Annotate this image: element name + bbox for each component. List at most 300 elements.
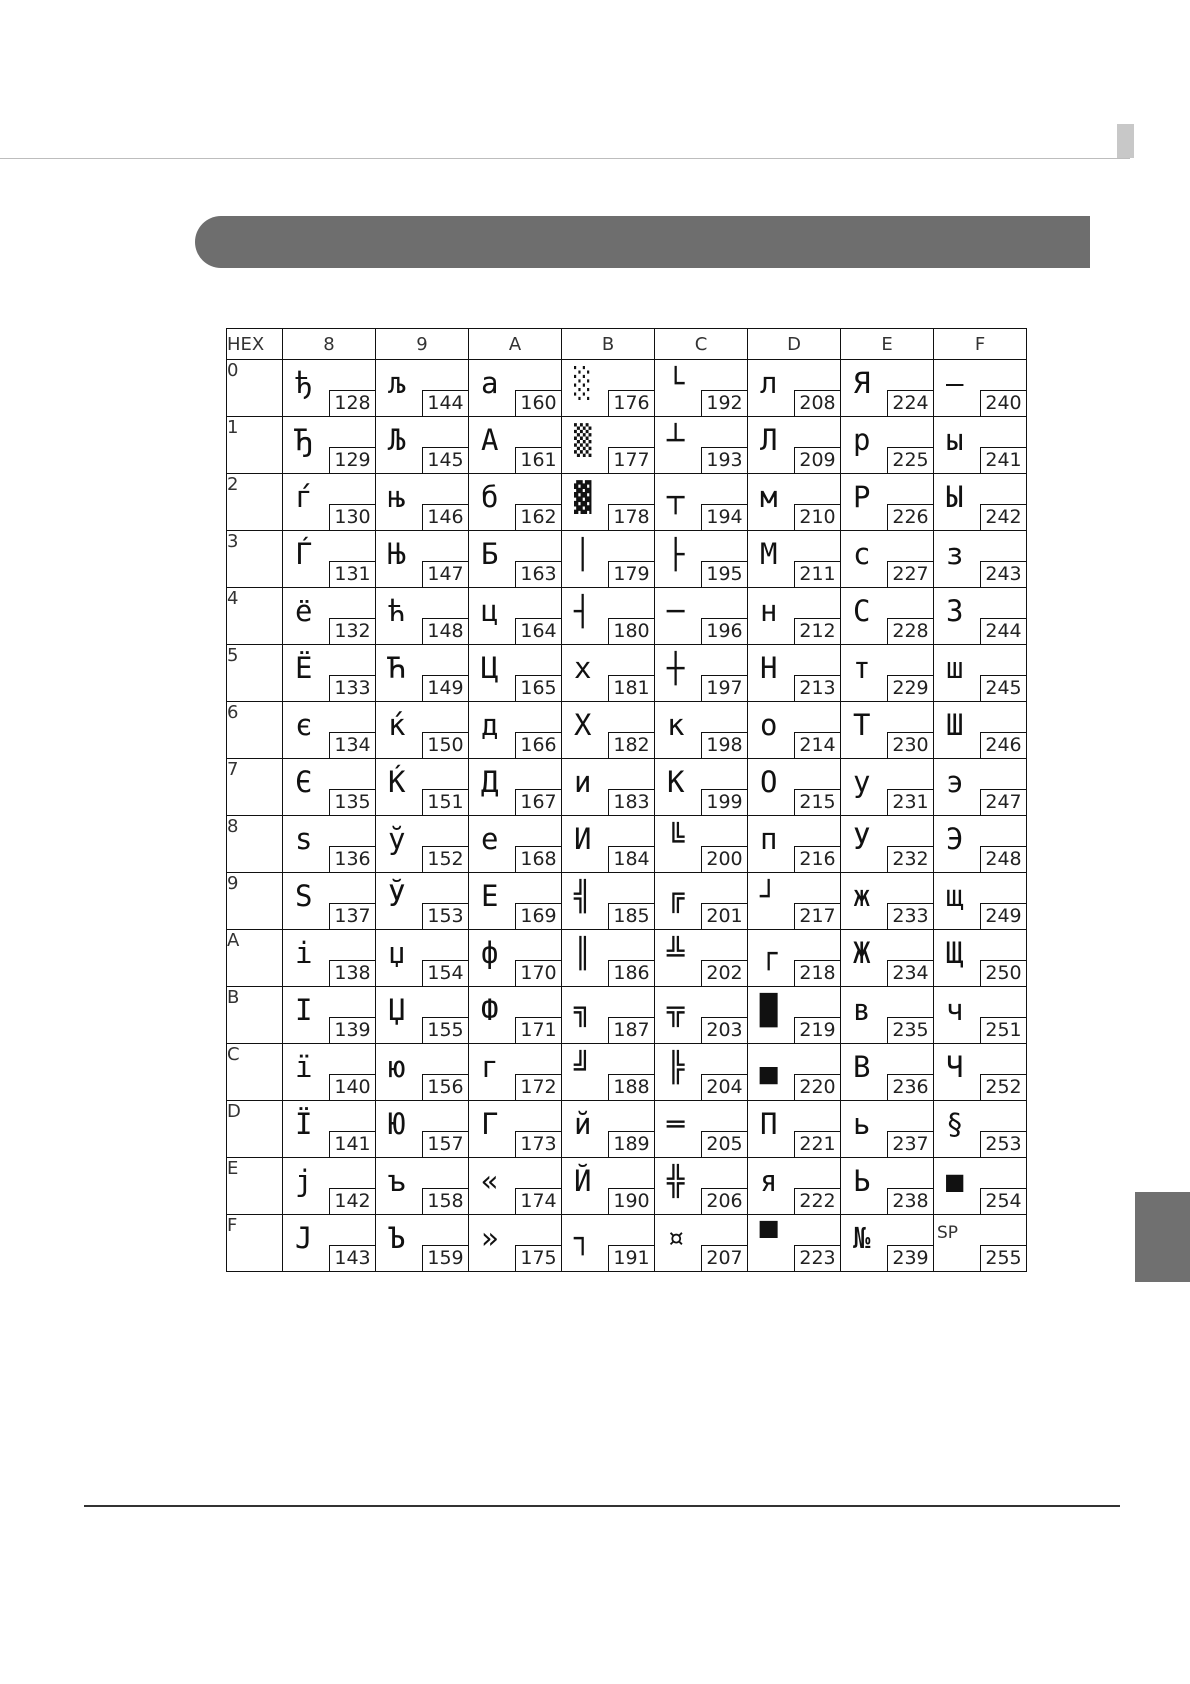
decimal-code-box: 186 <box>608 960 654 986</box>
char-cell <box>376 1158 469 1215</box>
char-glyph: У <box>853 822 871 856</box>
char-cell <box>283 930 376 987</box>
char-cell <box>376 588 469 645</box>
char-glyph: ж <box>853 879 871 913</box>
table-row <box>227 1215 1027 1272</box>
char-glyph: « <box>481 1164 499 1198</box>
char-cell <box>841 1215 934 1272</box>
char-cell <box>934 930 1027 987</box>
char-cell <box>748 360 841 417</box>
char-glyph: о <box>760 708 778 742</box>
row-header: 5 <box>227 645 283 702</box>
decimal-code-box: 183 <box>608 789 654 815</box>
char-glyph: Ц <box>481 651 499 685</box>
char-cell <box>376 645 469 702</box>
char-glyph: ╬ <box>667 1164 685 1198</box>
decimal-code-box: 135 <box>329 789 375 815</box>
char-cell <box>376 474 469 531</box>
decimal-code-box: 171 <box>515 1017 561 1043</box>
table-row <box>227 474 1027 531</box>
decimal-code-box: 218 <box>794 960 840 986</box>
char-cell <box>283 1158 376 1215</box>
row-header: 1 <box>227 417 283 474</box>
decimal-code-box: 255 <box>980 1245 1026 1271</box>
decimal-code-box: 150 <box>422 732 468 758</box>
char-cell <box>748 987 841 1044</box>
char-glyph: Ъ <box>388 1221 406 1255</box>
char-glyph: з <box>946 537 964 571</box>
decimal-code-box: 230 <box>887 732 933 758</box>
row-header: A <box>227 930 283 987</box>
decimal-code-box: 245 <box>980 675 1026 701</box>
char-glyph: Б <box>481 537 499 571</box>
char-glyph: ═ <box>667 1107 685 1141</box>
char-glyph: џ <box>388 936 406 970</box>
decimal-code-box: 176 <box>608 390 654 416</box>
char-glyph: Ш <box>946 708 964 742</box>
char-cell <box>748 1044 841 1101</box>
char-cell <box>934 588 1027 645</box>
decimal-code-box: 252 <box>980 1074 1026 1100</box>
char-glyph: █ <box>760 993 778 1027</box>
char-cell <box>562 417 655 474</box>
decimal-code-box: 213 <box>794 675 840 701</box>
char-glyph: ╩ <box>667 936 685 970</box>
char-cell <box>934 1101 1027 1158</box>
decimal-code-box: 220 <box>794 1074 840 1100</box>
char-cell <box>748 1158 841 1215</box>
decimal-code-box: 253 <box>980 1131 1026 1157</box>
char-glyph: Х <box>574 708 592 742</box>
decimal-code-box: 206 <box>701 1188 747 1214</box>
row-header: 9 <box>227 873 283 930</box>
char-cell <box>841 873 934 930</box>
char-cell <box>748 873 841 930</box>
char-cell <box>655 417 748 474</box>
row-header: F <box>227 1215 283 1272</box>
char-cell <box>655 474 748 531</box>
char-glyph: ─ <box>667 594 685 628</box>
decimal-code-box: 145 <box>422 447 468 473</box>
char-glyph: Э <box>946 822 964 856</box>
decimal-code-box: 149 <box>422 675 468 701</box>
decimal-code-box: 175 <box>515 1245 561 1271</box>
table-row <box>227 930 1027 987</box>
char-glyph: д <box>481 708 499 742</box>
char-glyph: ▓ <box>574 480 592 514</box>
char-cell <box>469 1215 562 1272</box>
char-glyph: ▄ <box>760 1050 778 1084</box>
char-glyph: ш <box>946 651 964 685</box>
char-cell <box>562 987 655 1044</box>
decimal-code-box: 190 <box>608 1188 654 1214</box>
char-glyph: – <box>946 366 964 400</box>
char-cell <box>841 930 934 987</box>
char-cell <box>655 588 748 645</box>
char-cell <box>748 588 841 645</box>
char-cell <box>841 417 934 474</box>
decimal-code-box: 139 <box>329 1017 375 1043</box>
row-header: 8 <box>227 816 283 873</box>
char-cell <box>748 531 841 588</box>
char-cell <box>562 1158 655 1215</box>
char-cell <box>934 1044 1027 1101</box>
char-glyph: л <box>760 366 778 400</box>
decimal-code-box: 189 <box>608 1131 654 1157</box>
decimal-code-box: 228 <box>887 618 933 644</box>
char-glyph: М <box>760 537 778 571</box>
char-glyph: а <box>481 366 499 400</box>
table-row <box>227 987 1027 1044</box>
decimal-code-box: 199 <box>701 789 747 815</box>
char-glyph: ┼ <box>667 651 685 685</box>
decimal-code-box: 235 <box>887 1017 933 1043</box>
decimal-code-box: 191 <box>608 1245 654 1271</box>
decimal-code-box: 242 <box>980 504 1026 530</box>
decimal-code-box: 221 <box>794 1131 840 1157</box>
char-glyph: к <box>667 708 685 742</box>
decimal-code-box: 161 <box>515 447 561 473</box>
char-glyph: » <box>481 1221 499 1255</box>
char-cell <box>562 1101 655 1158</box>
decimal-code-box: 172 <box>515 1074 561 1100</box>
char-cell <box>469 759 562 816</box>
decimal-code-box: 192 <box>701 390 747 416</box>
char-glyph: ■ <box>946 1164 964 1198</box>
decimal-code-box: 222 <box>794 1188 840 1214</box>
decimal-code-box: 207 <box>701 1245 747 1271</box>
char-cell <box>469 873 562 930</box>
char-cell <box>748 474 841 531</box>
char-cell <box>283 531 376 588</box>
decimal-code-box: 168 <box>515 846 561 872</box>
char-glyph: § <box>946 1107 964 1141</box>
char-cell <box>562 645 655 702</box>
decimal-code-box: 151 <box>422 789 468 815</box>
decimal-code-box: 180 <box>608 618 654 644</box>
char-cell <box>748 417 841 474</box>
char-cell <box>469 702 562 759</box>
char-cell <box>469 1158 562 1215</box>
char-cell <box>655 759 748 816</box>
decimal-code-box: 152 <box>422 846 468 872</box>
table-row <box>227 816 1027 873</box>
char-glyph: С <box>853 594 871 628</box>
decimal-code-box: 169 <box>515 903 561 929</box>
char-cell <box>562 702 655 759</box>
decimal-code-box: 211 <box>794 561 840 587</box>
char-glyph: ё <box>295 594 313 628</box>
char-glyph: Й <box>574 1164 592 1198</box>
char-cell <box>469 1101 562 1158</box>
char-cell <box>283 987 376 1044</box>
char-cell <box>376 987 469 1044</box>
char-glyph: О <box>760 765 778 799</box>
char-glyph: Ј <box>295 1221 313 1255</box>
row-header: C <box>227 1044 283 1101</box>
char-cell <box>841 645 934 702</box>
char-cell <box>748 1215 841 1272</box>
decimal-code-box: 250 <box>980 960 1026 986</box>
decimal-code-box: 209 <box>794 447 840 473</box>
char-cell <box>934 417 1027 474</box>
column-header: C <box>655 329 748 360</box>
decimal-code-box: 198 <box>701 732 747 758</box>
hex-corner-label: HEX <box>227 329 283 360</box>
row-header: 2 <box>227 474 283 531</box>
decimal-code-box: 196 <box>701 618 747 644</box>
char-cell <box>376 360 469 417</box>
char-cell <box>376 531 469 588</box>
footer-rule <box>84 1505 1120 1507</box>
decimal-code-box: 249 <box>980 903 1026 929</box>
decimal-code-box: 247 <box>980 789 1026 815</box>
decimal-code-box: 233 <box>887 903 933 929</box>
decimal-code-box: 254 <box>980 1188 1026 1214</box>
decimal-code-box: 195 <box>701 561 747 587</box>
char-glyph: м <box>760 480 778 514</box>
char-glyph: ┤ <box>574 594 592 628</box>
char-cell <box>562 474 655 531</box>
char-cell <box>562 873 655 930</box>
char-glyph: ▒ <box>574 423 592 457</box>
row-header: 6 <box>227 702 283 759</box>
char-glyph: ќ <box>388 708 406 742</box>
decimal-code-box: 188 <box>608 1074 654 1100</box>
decimal-code-box: 173 <box>515 1131 561 1157</box>
char-cell <box>748 759 841 816</box>
char-cell <box>562 531 655 588</box>
decimal-code-box: 248 <box>980 846 1026 872</box>
char-cell <box>841 1158 934 1215</box>
char-glyph: щ <box>946 879 964 913</box>
decimal-code-box: 219 <box>794 1017 840 1043</box>
char-cell <box>376 759 469 816</box>
char-glyph: Ѕ <box>295 879 313 913</box>
decimal-code-box: 160 <box>515 390 561 416</box>
decimal-code-box: 197 <box>701 675 747 701</box>
char-glyph: Ю <box>388 1107 406 1141</box>
char-cell <box>469 360 562 417</box>
decimal-code-box: 215 <box>794 789 840 815</box>
char-glyph: ├ <box>667 537 685 571</box>
table-row <box>227 1044 1027 1101</box>
char-glyph: т <box>853 651 871 685</box>
char-cell <box>283 474 376 531</box>
char-glyph: і <box>295 936 313 970</box>
column-header: 9 <box>376 329 469 360</box>
decimal-code-box: 187 <box>608 1017 654 1043</box>
char-cell <box>283 1101 376 1158</box>
char-glyph: п <box>760 822 778 856</box>
decimal-code-box: 157 <box>422 1131 468 1157</box>
char-cell <box>283 645 376 702</box>
decimal-code-box: 174 <box>515 1188 561 1214</box>
decimal-code-box: 133 <box>329 675 375 701</box>
table-row <box>227 360 1027 417</box>
char-glyph: │ <box>574 537 592 571</box>
decimal-code-box: 225 <box>887 447 933 473</box>
char-cell <box>655 531 748 588</box>
decimal-code-box: 181 <box>608 675 654 701</box>
decimal-code-box: 140 <box>329 1074 375 1100</box>
char-cell <box>283 1044 376 1101</box>
char-cell <box>283 417 376 474</box>
decimal-code-box: 163 <box>515 561 561 587</box>
char-glyph: я <box>760 1164 778 1198</box>
char-cell <box>655 930 748 987</box>
table-row <box>227 873 1027 930</box>
decimal-code-box: 155 <box>422 1017 468 1043</box>
char-glyph: ф <box>481 936 499 970</box>
char-cell <box>655 1158 748 1215</box>
decimal-code-box: 185 <box>608 903 654 929</box>
char-glyph: и <box>574 765 592 799</box>
char-glyph: К <box>667 765 685 799</box>
char-glyph: ¤ <box>667 1221 685 1255</box>
char-cell <box>376 417 469 474</box>
char-cell <box>655 987 748 1044</box>
char-glyph: └ <box>667 366 685 400</box>
char-glyph: Ћ <box>388 651 406 685</box>
decimal-code-box: 237 <box>887 1131 933 1157</box>
char-glyph: Д <box>481 765 499 799</box>
char-cell <box>469 930 562 987</box>
decimal-code-box: 148 <box>422 618 468 644</box>
char-cell <box>934 987 1027 1044</box>
char-glyph: № <box>853 1221 871 1255</box>
char-cell <box>841 360 934 417</box>
char-cell <box>283 816 376 873</box>
char-cell <box>655 1044 748 1101</box>
char-cell <box>376 1101 469 1158</box>
header-rule <box>0 158 1130 159</box>
char-cell <box>376 1044 469 1101</box>
table-row <box>227 702 1027 759</box>
row-header: 0 <box>227 360 283 417</box>
char-glyph: Ы <box>946 480 964 514</box>
decimal-code-box: 223 <box>794 1245 840 1271</box>
decimal-code-box: 182 <box>608 732 654 758</box>
char-glyph: ┘ <box>760 879 778 913</box>
char-cell <box>655 702 748 759</box>
char-cell <box>841 987 934 1044</box>
decimal-code-box: 142 <box>329 1188 375 1214</box>
chapter-side-tab <box>1135 1192 1190 1282</box>
char-glyph: І <box>295 993 313 1027</box>
char-cell <box>283 588 376 645</box>
char-glyph: ╝ <box>574 1050 592 1084</box>
decimal-code-box: 231 <box>887 789 933 815</box>
char-glyph: ъ <box>388 1164 406 1198</box>
decimal-code-box: 130 <box>329 504 375 530</box>
char-glyph: ╗ <box>574 993 592 1027</box>
char-cell <box>655 1101 748 1158</box>
decimal-code-box: 244 <box>980 618 1026 644</box>
table-row <box>227 1101 1027 1158</box>
char-cell <box>283 360 376 417</box>
decimal-code-box: 166 <box>515 732 561 758</box>
char-glyph: ░ <box>574 366 592 400</box>
char-glyph: Ѓ <box>295 537 313 571</box>
char-glyph: Г <box>481 1107 499 1141</box>
char-cell <box>841 588 934 645</box>
column-header: A <box>469 329 562 360</box>
decimal-code-box: 177 <box>608 447 654 473</box>
decimal-code-box: 214 <box>794 732 840 758</box>
column-header: D <box>748 329 841 360</box>
decimal-code-box: 216 <box>794 846 840 872</box>
char-glyph: Љ <box>388 423 406 457</box>
char-cell <box>841 1101 934 1158</box>
decimal-code-box: 128 <box>329 390 375 416</box>
table-row <box>227 417 1027 474</box>
char-cell <box>934 474 1027 531</box>
decimal-code-box: 129 <box>329 447 375 473</box>
char-cell <box>562 1215 655 1272</box>
decimal-code-box: 178 <box>608 504 654 530</box>
decimal-code-box: 156 <box>422 1074 468 1100</box>
decimal-code-box: 136 <box>329 846 375 872</box>
char-glyph: ч <box>946 993 964 1027</box>
char-cell <box>934 531 1027 588</box>
char-glyph: ╔ <box>667 879 685 913</box>
char-glyph: Я <box>853 366 871 400</box>
char-cell <box>934 645 1027 702</box>
char-cell <box>748 816 841 873</box>
char-glyph: ╦ <box>667 993 685 1027</box>
char-cell <box>841 531 934 588</box>
section-heading-bar <box>195 216 1090 268</box>
decimal-code-box: 217 <box>794 903 840 929</box>
char-glyph: г <box>481 1050 499 1084</box>
decimal-code-box: 251 <box>980 1017 1026 1043</box>
decimal-code-box: 141 <box>329 1131 375 1157</box>
char-glyph: Ь <box>853 1164 871 1198</box>
decimal-code-box: 236 <box>887 1074 933 1100</box>
char-cell <box>748 645 841 702</box>
decimal-code-box: 194 <box>701 504 747 530</box>
char-cell <box>655 873 748 930</box>
char-glyph: Ђ <box>295 423 313 457</box>
decimal-code-box: 234 <box>887 960 933 986</box>
char-cell <box>283 702 376 759</box>
char-glyph: ║ <box>574 936 592 970</box>
decimal-code-box: 202 <box>701 960 747 986</box>
char-cell <box>934 1158 1027 1215</box>
column-header: E <box>841 329 934 360</box>
row-header: 7 <box>227 759 283 816</box>
row-header: 3 <box>227 531 283 588</box>
decimal-code-box: 246 <box>980 732 1026 758</box>
char-cell <box>841 1044 934 1101</box>
decimal-code-box: 212 <box>794 618 840 644</box>
char-glyph: н <box>760 594 778 628</box>
char-cell <box>376 702 469 759</box>
char-cell <box>469 474 562 531</box>
decimal-code-box: 144 <box>422 390 468 416</box>
char-glyph: в <box>853 993 871 1027</box>
char-glyph: с <box>853 537 871 571</box>
char-cell <box>841 759 934 816</box>
char-glyph: Щ <box>946 936 964 970</box>
char-cell <box>469 987 562 1044</box>
char-glyph: е <box>481 822 499 856</box>
char-glyph: у <box>853 765 871 799</box>
row-header: E <box>227 1158 283 1215</box>
char-glyph: Њ <box>388 537 406 571</box>
char-glyph: Ї <box>295 1107 313 1141</box>
